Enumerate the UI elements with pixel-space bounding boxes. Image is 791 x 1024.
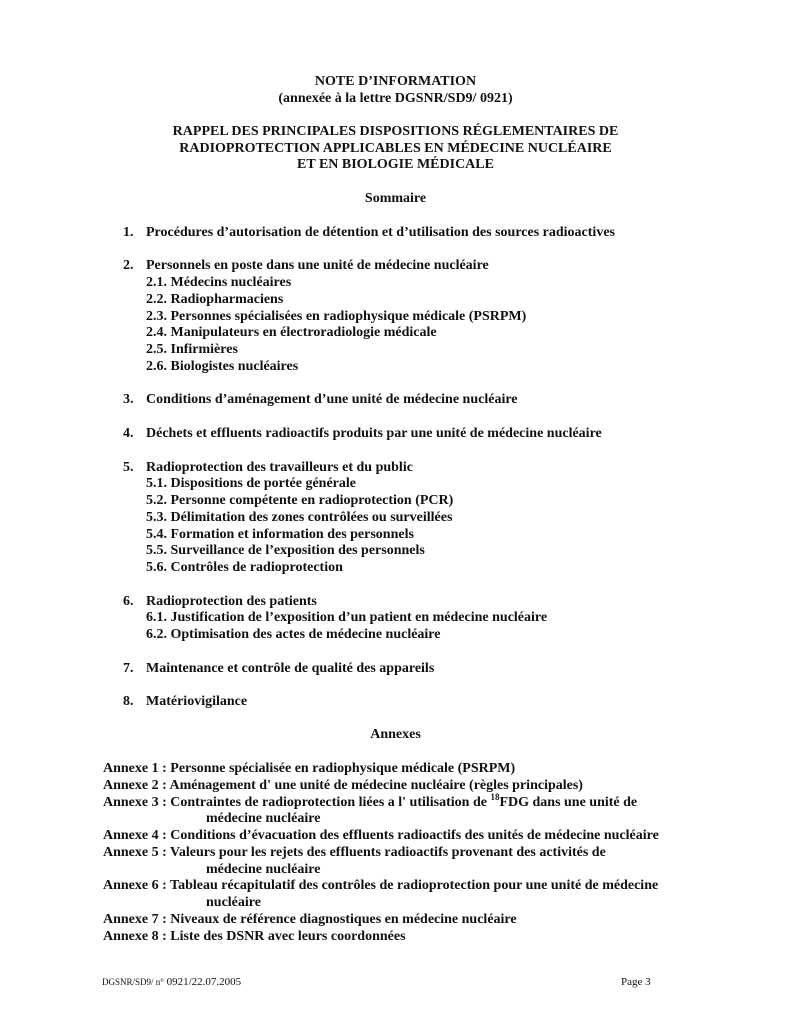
document-title-line-1: RAPPEL DES PRINCIPALES DISPOSITIONS RÉGLEMENTAIRES DE (172, 124, 619, 139)
page-number: Page 3 (621, 976, 651, 988)
annexes-heading: Annexes (370, 727, 421, 742)
toc-subsection: 5.3. Délimitation des zones contrôlées ou surveillées (146, 510, 453, 525)
section-number: 7. (123, 661, 134, 676)
annex-6: Annexe 6 : Tableau récapitulatif des contrôles de radioprotection pour une unité de médecine (103, 878, 659, 893)
annex-6-continuation: nucléaire (206, 895, 261, 910)
toc-subsection: 5.4. Formation et information des personnels (146, 527, 414, 542)
annex-3-text-end: FDG dans une unité de (499, 795, 638, 810)
summary-heading: Sommaire (364, 191, 427, 206)
section-number: 8. (123, 694, 134, 709)
footer-reference-prefix: DGSNR/SD9/ n° (102, 977, 164, 987)
toc-subsection: 5.6. Contrôles de radioprotection (146, 560, 343, 575)
document-title-line-2: RADIOPROTECTION APPLICABLES EN MÉDECINE NUCLÉAIRE (179, 141, 612, 156)
annex-7: Annexe 7 : Niveaux de référence diagnostiques en médecine nucléaire (103, 912, 517, 927)
toc-subsection: 5.2. Personne compétente en radioprotection (PCR) (146, 493, 454, 508)
toc-subsection: 2.1. Médecins nucléaires (146, 275, 292, 290)
note-title: NOTE D’INFORMATION (314, 74, 477, 89)
section-title: Déchets et effluents radioactifs produits par une unité de médecine nucléaire (146, 426, 602, 441)
annex-3 (103, 794, 637, 811)
toc-subsection: 6.2. Optimisation des actes de médecine nucléaire (146, 627, 441, 642)
footer-reference (102, 976, 241, 989)
toc-subsection: 5.1. Dispositions de portée générale (146, 476, 356, 491)
annex-4: Annexe 4 : Conditions d’évacuation des effluents radioactifs des unités de médecine nucléaire (103, 828, 659, 843)
footer-reference-date: 0921/22.07.2005 (163, 976, 242, 988)
toc-subsection: 2.3. Personnes spécialisées en radiophysique médicale (PSRPM) (146, 309, 527, 324)
toc-subsection: 2.4. Manipulateurs en électroradiologie médicale (146, 325, 437, 340)
section-number: 4. (123, 426, 134, 441)
section-number: 3. (123, 392, 134, 407)
annex-2: Annexe 2 : Aménagement d' une unité de médecine nucléaire (règles principales) (103, 778, 583, 793)
isotope-superscript: 18 (490, 792, 500, 802)
section-title: Matériovigilance (146, 694, 248, 709)
annex-5: Annexe 5 : Valeurs pour les rejets des effluents radioactifs provenant des activités de (103, 845, 606, 860)
annex-3-continuation: médecine nucléaire (206, 811, 321, 826)
toc-subsection: 2.5. Infirmières (146, 342, 238, 357)
annex-1: Annexe 1 : Personne spécialisée en radiophysique médicale (PSRPM) (103, 761, 516, 776)
toc-subsection: 2.2. Radiopharmaciens (146, 292, 284, 307)
annex-8: Annexe 8 : Liste des DSNR avec leurs coordonnées (103, 929, 406, 944)
section-title: Conditions d’aménagement d’une unité de médecine nucléaire (146, 392, 518, 407)
section-number: 1. (123, 225, 134, 240)
section-title: Personnels en poste dans une unité de médecine nucléaire (146, 258, 489, 273)
section-title: Procédures d’autorisation de détention et d’utilisation des sources radioactives (146, 225, 615, 240)
annex-5-continuation: médecine nucléaire (206, 862, 321, 877)
section-number: 6. (123, 594, 134, 609)
section-title: Radioprotection des travailleurs et du public (146, 460, 413, 475)
toc-subsection: 2.6. Biologistes nucléaires (146, 359, 299, 374)
section-title: Radioprotection des patients (146, 594, 317, 609)
toc-subsection: 6.1. Justification de l’exposition d’un patient en médecine nucléaire (146, 610, 548, 625)
note-subtitle: (annexée à la lettre DGSNR/SD9/ 0921) (278, 91, 513, 106)
section-title: Maintenance et contrôle de qualité des appareils (146, 661, 435, 676)
annex-3-text: Annexe 3 : Contraintes de radioprotection liées a l' utilisation de (103, 795, 491, 810)
toc-subsection: 5.5. Surveillance de l’exposition des personnels (146, 543, 425, 558)
section-number: 5. (123, 460, 134, 475)
section-number: 2. (123, 258, 134, 273)
document-title-line-3: ET EN BIOLOGIE MÉDICALE (297, 157, 494, 172)
